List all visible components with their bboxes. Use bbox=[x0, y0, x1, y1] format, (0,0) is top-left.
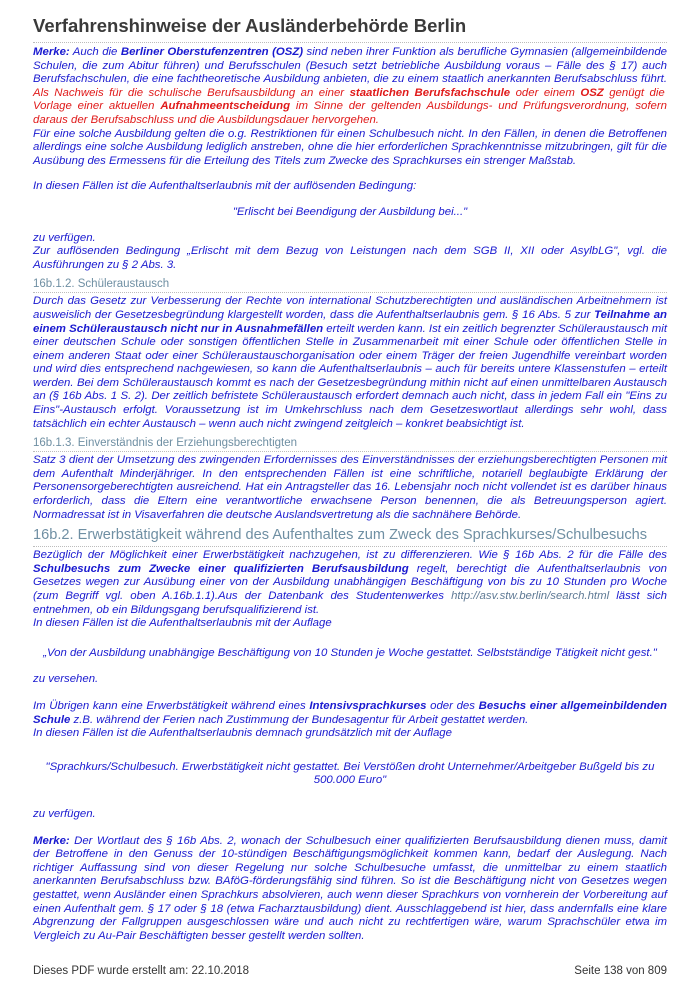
condition-intro-paragraph: In diesen Fällen ist die Aufenthaltserlaubnis mit der auflösenden Bedingung: bbox=[33, 180, 417, 193]
zu-verfuegen-text: zu verfügen. bbox=[33, 231, 96, 244]
bold-run: Schulbesuchs zum Zwecke einer qualifizierten Berufsausbildung bbox=[33, 562, 409, 575]
einverstaendnis-paragraph: Satz 3 dient der Umsetzung des zwingenden Erfordernisses des Einverständnisses der erziehungsberechtigten Personen mit dem Aufenthalt Minderjähriger. In den entsprechenden Fällen ist eine schriftliche, notariell beglaubigte Erklärung der Personensorgeberechtigten ausreichend. Hat ein Antragsteller das 16. Lebensjahr noch nicht vollendet ist es darüber hinaus erforderlich, dass die Eltern eine verantwortliche erwachsene Person benennen, die als Betreuungsperson agiert. Normadressat ist in Visaverfahren die deutsche Auslandsvertretung als die sachnähere Behörde. bbox=[33, 454, 667, 521]
text-run: Auch die bbox=[69, 46, 121, 58]
schueleraustausch-paragraph bbox=[33, 295, 667, 431]
section-heading-einverstaendnis: 16b.1.3. Einverständnis der Erziehungsberechtigten bbox=[33, 435, 667, 452]
document-page bbox=[33, 14, 667, 943]
red-text-run: im Sinne der geltenden Ausbildungs- und Prüfungsverordnung, sofern daraus der Berufsabschluss und die Ausbildungsdauer hervorgehen. bbox=[33, 100, 667, 126]
condition-quote: "Erlischt bei Beendigung der Ausbildung bei..." bbox=[232, 205, 468, 218]
section-heading-erwerbstaetigkeit: 16b.2. Erwerbstätigkeit während des Aufenthaltes zum Zweck des Sprachkurses/Schulbesuchs bbox=[33, 526, 667, 547]
text-run: lässt sich entnehmen, ob ein Bildungsgang berufsqualifizierend ist. bbox=[33, 590, 667, 616]
zu-verfuegen-text-2: zu verfügen. bbox=[33, 807, 96, 820]
intensivsprachkurs-paragraph bbox=[33, 700, 667, 727]
condition-note-paragraph: Zur auflösenden Bedingung „Erlischt mit dem Bezug von Leistungen nach dem SGB II, XII oder AsylbLG", vgl. die Ausführungen zu § 2 Abs. 3. bbox=[33, 245, 667, 271]
auflage-intro-paragraph: In diesen Fällen ist die Aufenthaltserlaubnis mit der Auflage bbox=[33, 617, 332, 630]
red-text-run: Als Nachweis für die schulische Berufsausbildung an einer bbox=[33, 86, 350, 99]
red-text-run: oder einem bbox=[510, 86, 581, 99]
red-text-run: genügt die Vorlage einer aktuellen bbox=[33, 86, 665, 113]
merke-label: Merke: bbox=[33, 46, 70, 58]
restrictions-paragraph: Für eine solche Ausbildung gelten die o.g. Restriktionen für einen Schulbesuch nicht. In den Fällen, in denen die Betroffenen allerdings eine solche Ausbildung lediglich anstreben, ohne die hier erforderlichen Sprachkenntnisse mitzubringen, gilt für die Ausübung des Ermessens für die Erteilung des Titels zum Zwecke des Sprachkurses ein strenger Maßstab. bbox=[33, 127, 667, 167]
merke-label: Merke: bbox=[33, 834, 70, 847]
text-run: Der Wortlaut des § 16b Abs. 2, wonach der Schulbesuch einer qualifizierten Berufsausbildung dienen muss, damit der Betroffene in den Genuss der 10-stündigen Beschäftigungsmöglichkeit kommen kann, bedarf der Auslegung. Nach richtiger Auffassung sind von dieser Regelung nur solche Schulbesuche umfasst, die unmittelbar zu einem staatlich anerkannten Berufsabschluss bzw. BAföG-förderungsfähig sind führen. So ist die Beschäftigung nicht von Gesetzes wegen gestattet, wenn Ausländer einen Sprachkurs absolvieren, auch wenn dieser Sprachkurs von vornherein der Vorbereitung auf einen Aufenthalt gem. § 17 oder § 18 (etwa Facharztausbildung) dient. Ausschlaggebend ist hier, dass andernfalls eine klare Abgrenzung der Fallgruppen ausgeschlossen wäre und auch nicht zu rechtfertigen wäre, warum Sprachschüler etwa im Vergleich zu Au-Pair Beschäftigten besser gestellt werden sollten. bbox=[33, 834, 667, 942]
text-run: sind neben ihrer Funktion als berufliche Gymnasien (allgemeinbildende Schulen, die zum Abitur führen) und Berufsschulen (Besuch setzt betriebliche Ausbildung voraus – Fälle des § 17) auch Berufsfachschulen, die eine fachtheoretische Ausbildung anbieten, die zu einem staatlich anerkannten Berufsabschluss führt. bbox=[33, 46, 667, 86]
merke-paragraph-auslegung bbox=[33, 835, 667, 944]
bold-run: Intensivsprachkurses bbox=[309, 699, 427, 712]
text-run: Bezüglich der Möglichkeit einer Erwerbstätigkeit nachzugehen, ist zu differenzieren. Wie § 16b Abs. 2 für die Fälle des bbox=[33, 549, 667, 562]
text-run: Durch das Gesetz zur Verbesserung der Rechte von international Schutzberechtigten und ausländischen Arbeitnehmern ist ausweislich der Gesetzesbegründung klargestellt worden, dass die Aufenthaltserlaubnis gem. § 16 Abs. 5 zur bbox=[33, 295, 667, 321]
footer-created-date: Dieses PDF wurde erstellt am: 22.10.2018 bbox=[33, 965, 250, 977]
bold-run: Besuchs einer allgemeinbildenden Schule bbox=[33, 699, 667, 726]
red-bold-run: OSZ bbox=[580, 86, 604, 99]
auflage-quote: „Von der Ausbildung unabhängige Beschäftigung von 10 Stunden je Woche gestattet. Selbstständige Tätigkeit nicht gest." bbox=[43, 646, 657, 659]
bold-run: Teilnahme an einem Schüleraustausch nicht nur in Ausnahmefällen bbox=[33, 308, 667, 335]
zu-versehen-text: zu versehen. bbox=[33, 673, 99, 686]
page-footer bbox=[33, 965, 667, 977]
studentenwerk-link[interactable]: http://asv.stw.berlin/search.html bbox=[451, 590, 610, 602]
merke-paragraph-osz bbox=[33, 46, 667, 128]
osz-emphasis: Berliner Oberstufenzentren (OSZ) bbox=[120, 46, 304, 58]
footer-page-number: Seite 138 von 809 bbox=[574, 965, 667, 977]
red-bold-run: staatlichen Berufsfachschule bbox=[349, 86, 511, 99]
document-title: Verfahrenshinweise der Ausländerbehörde Berlin bbox=[33, 14, 667, 43]
erwerbstaetigkeit-paragraph bbox=[33, 549, 667, 617]
text-run: z.B. während der Ferien nach Zustimmung der Bundesagentur für Arbeit gestattet werden. bbox=[70, 713, 529, 726]
section-heading-schueleraustausch: 16b.1.2. Schüleraustausch bbox=[33, 276, 667, 293]
text-run: erteilt werden kann. Ist ein zeitlich begrenzter Schüleraustausch mit einer deutschen Schule oder sonstigen öffentlichen Stelle in Zusammenarbeit mit einer Schule oder öffentlichen Stelle in einem anderen Staat oder einer Schüleraustauschorganisation oder einem Träger der freien Jugendhilfe vereinbart worden und wird dies entsprechend nachgewiesen, so kann die Aufenthaltserlaubnis – auch für bereits untere Klassenstufen – erteilt werden. Bei dem Schüleraustausch kommt es nach der Gesetzesbegründung mithin nicht auf einen unmittelbaren Austausch an (§ 16b Abs. 1 S. 2). Der zeitlich befristete Schüleraustausch erfordert demnach auch nicht, dass in jedem Fall ein "Eins zu Eins"-Austausch erfolgt. Voraussetzung ist im Umkehrschluss nach dem Gesetzeswortlaut allerdings sehr wohl, dass tatsächlich ein echter Austausch – wenn auch nicht zwingend zeitgleich – konkret beabsichtigt ist. bbox=[33, 322, 667, 430]
sprachkurs-quote: "Sprachkurs/Schulbesuch. Erwerbstätigkeit nicht gestattet. Bei Verstößen droht Unternehmer/Arbeitgeber Bußgeld bis zu 500.000 Euro" bbox=[45, 760, 655, 787]
text-run: Im Übrigen kann eine Erwerbstätigkeit während eines bbox=[33, 699, 310, 712]
red-bold-run: Aufnahmeentscheidung bbox=[160, 100, 291, 113]
text-run: oder des bbox=[426, 699, 479, 712]
text-run: regelt, berechtigt die Aufenthaltserlaubnis von Gesetzes wegen zur Ausübung einer von der Ausbildung unabhängigen Beschäftigung von bis zu 10 Stunden pro Woche (zum Begriff vgl. oben A.16b.1.1).Aus der Datenbank des Studentenwerkes bbox=[33, 562, 667, 602]
auflage-intro-paragraph-2: In diesen Fällen ist die Aufenthaltserlaubnis demnach grundsätzlich mit der Auflage bbox=[33, 727, 452, 740]
